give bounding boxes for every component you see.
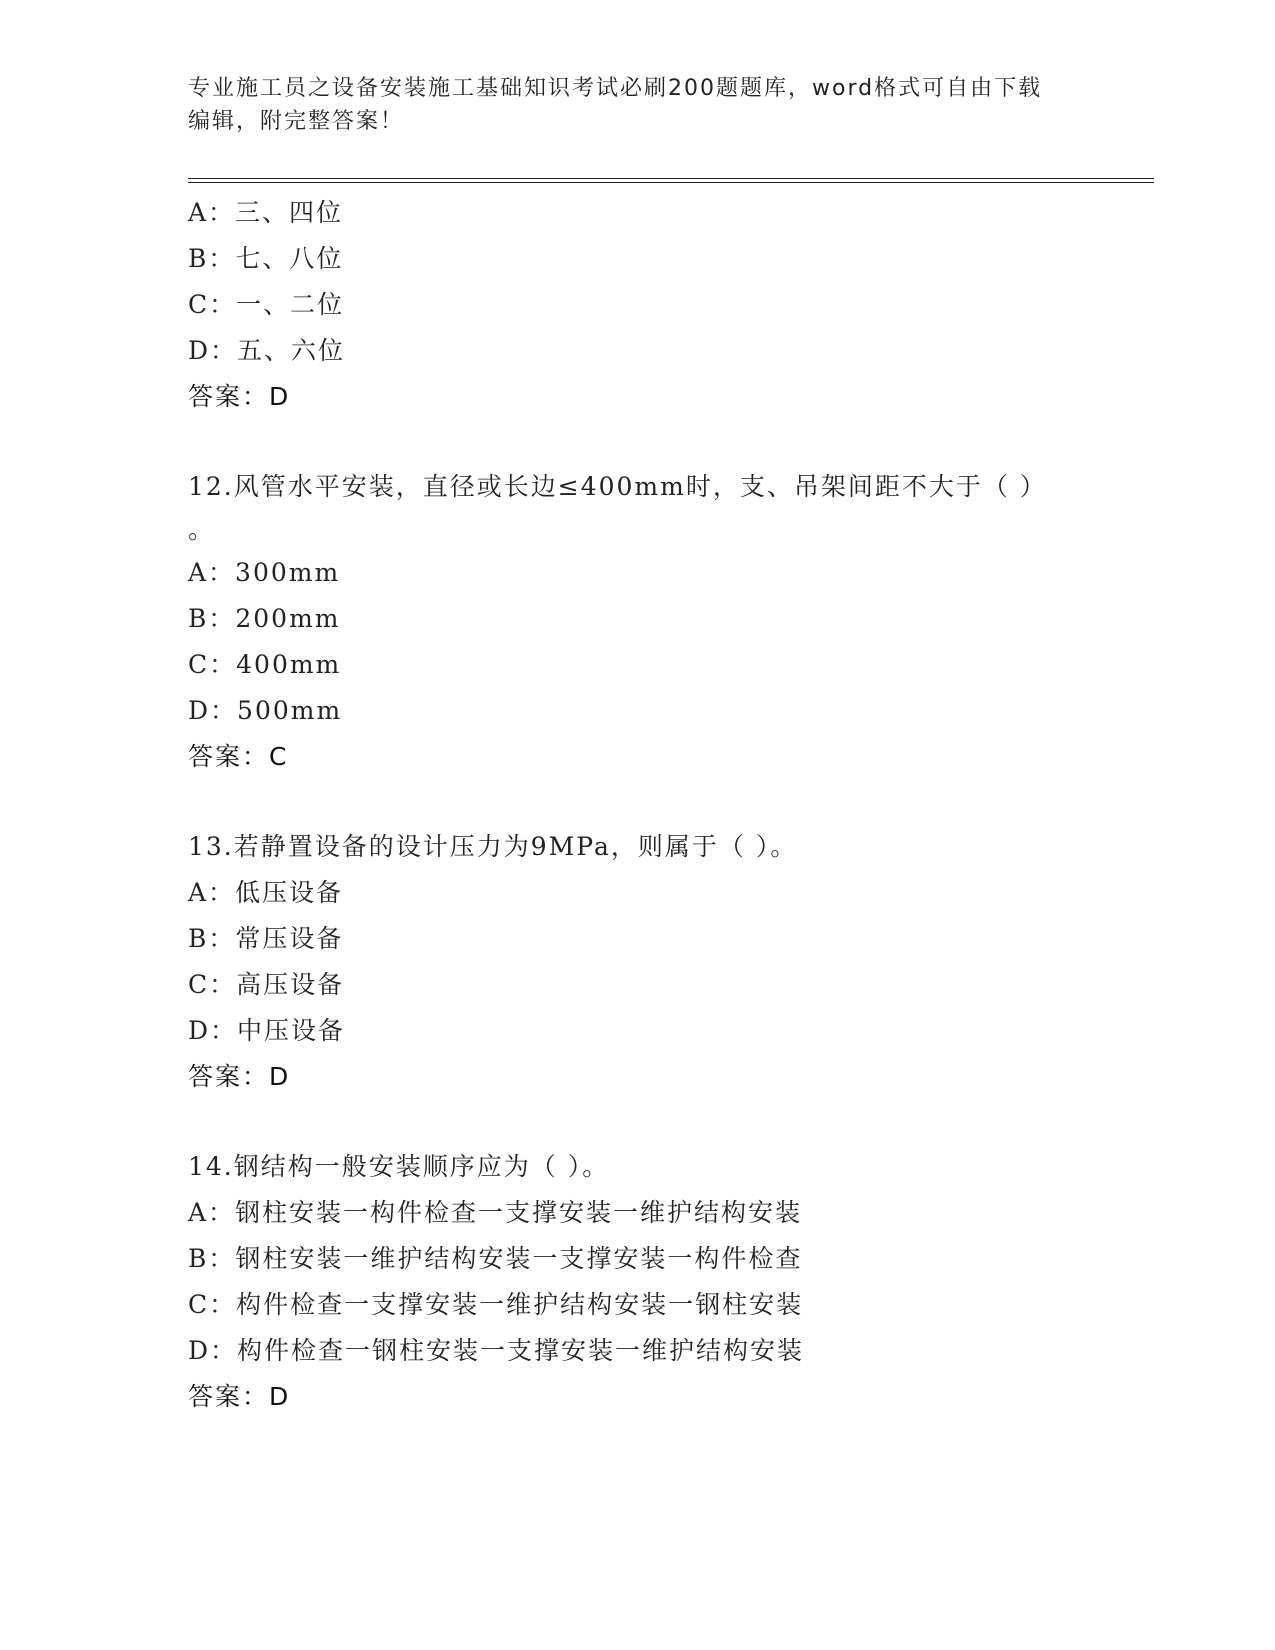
- question-stem-continuation: 。: [188, 515, 216, 544]
- option-b: B：钢柱安装一维护结构安装一支撑安装一构件检查: [188, 1244, 803, 1273]
- answer-line: 答案：D: [188, 1062, 291, 1091]
- option-c: C：构件检查一支撑安装一维护结构安装一钢柱安装: [188, 1290, 804, 1319]
- option-a: A：钢柱安装一构件检查一支撑安装一维护结构安装: [188, 1198, 803, 1227]
- option-d: D：五、六位: [188, 336, 346, 365]
- header-title-line2: 编辑，附完整答案！: [188, 109, 405, 134]
- question-block-12: [188, 464, 1088, 780]
- question-block-11: [188, 190, 1088, 420]
- option-b: B：200mm: [188, 604, 341, 633]
- header-title-line1: 专业施工员之设备安装施工基础知识考试必刷200题题库，word格式可自由下载: [188, 76, 1043, 101]
- question-stem: 14.钢结构一般安装顺序应为（ ）。: [188, 1152, 610, 1181]
- option-a: A：三、四位: [188, 198, 344, 227]
- option-b: B：七、八位: [188, 244, 344, 273]
- option-a: A：300mm: [188, 558, 341, 587]
- question-content: [188, 190, 1088, 1420]
- answer-line: 答案：D: [188, 382, 291, 411]
- option-b: B：常压设备: [188, 924, 344, 953]
- answer-line: 答案：D: [188, 1382, 291, 1411]
- question-block-14: [188, 1144, 1088, 1420]
- spacer: [188, 780, 1088, 824]
- option-d: D：中压设备: [188, 1016, 346, 1045]
- header-rule-top: [188, 178, 1154, 179]
- option-c: C：一、二位: [188, 290, 345, 319]
- spacer: [188, 1100, 1088, 1144]
- question-block-13: [188, 824, 1088, 1100]
- option-a: A：低压设备: [188, 878, 344, 907]
- option-c: C：高压设备: [188, 970, 345, 999]
- answer-line: 答案：C: [188, 742, 289, 771]
- question-stem: 13.若静置设备的设计压力为9MPa，则属于（ ）。: [188, 832, 798, 861]
- spacer: [188, 420, 1088, 464]
- question-stem: 12.风管水平安装，直径或长边≤400mm时，支、吊架间距不大于（ ）: [188, 472, 1047, 501]
- option-c: C：400mm: [188, 650, 342, 679]
- document-header: [188, 72, 1068, 138]
- header-rule-bottom: [188, 182, 1154, 183]
- option-d: D：500mm: [188, 696, 343, 725]
- option-d: D：构件检查一钢柱安装一支撑安装一维护结构安装: [188, 1336, 805, 1365]
